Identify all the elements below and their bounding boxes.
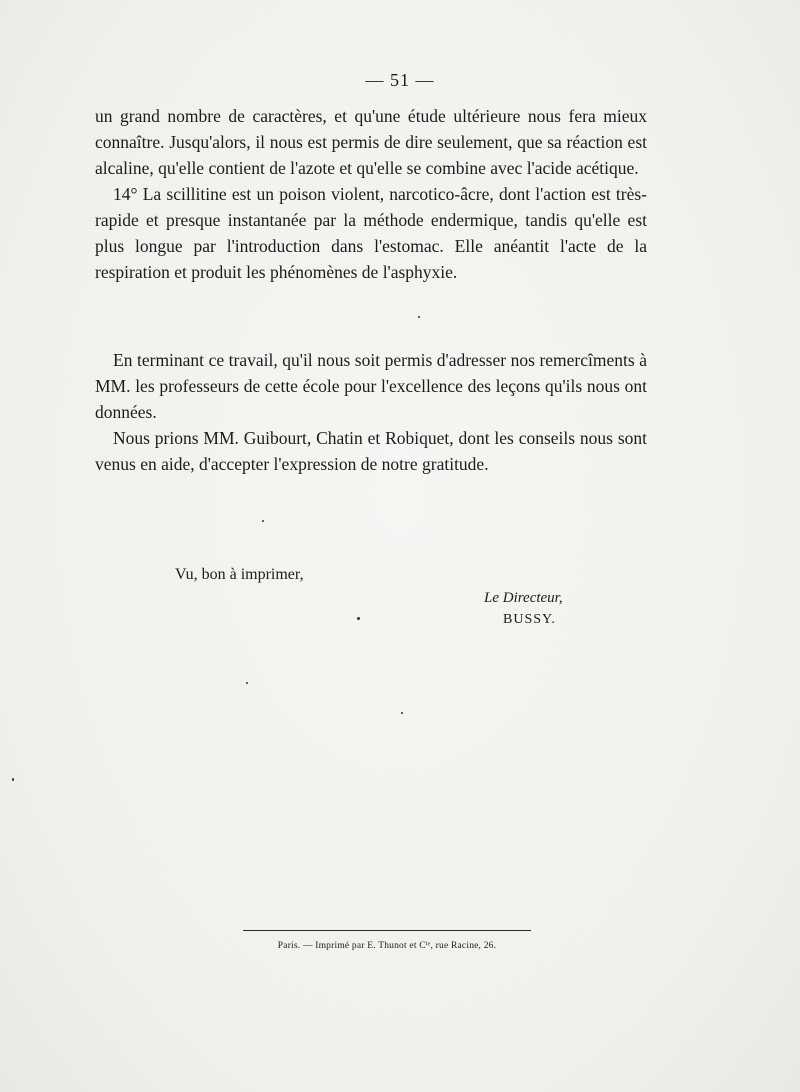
acknowledgements-section — [95, 347, 647, 477]
ink-speck — [401, 712, 403, 714]
ink-speck — [357, 617, 360, 620]
ink-speck — [12, 778, 14, 781]
director-name: BUSSY. — [503, 612, 556, 627]
imprint-divider — [243, 930, 531, 931]
approval-text: Vu, bon à imprimer, — [175, 566, 304, 583]
paragraph-conclusion-14: 14° La scillitine est un poison violent, narcotico-âcre, dont l'action est très-rapide et presque instantanée par la méthode endermique, tandis qu'elle est plus longue par l'introduction dans l'estomac. Elle anéantit l'acte de la respiration et produit les phénomènes de l'asphyxie. — [95, 184, 647, 282]
printer-imprint: Paris. — Imprimé par E. Thunot et Cⁱᵉ, rue Racine, 26. — [277, 941, 497, 951]
paragraph-continuation: un grand nombre de caractères, et qu'une étude ultérieure nous fera mieux connaître. Jusqu'alors, il nous est permis de dire seulement, que sa réaction est alcaline, qu'elle contient de l'azote et qu'elle se combine avec l'acide acétique. — [95, 106, 647, 178]
ink-speck — [246, 682, 248, 684]
paragraph-thanks-professors: En terminant ce travail, qu'il nous soit permis d'adresser nos remercîments à MM. les professeurs de cette école pour l'excellence des leçons qu'ils nous ont données. — [95, 350, 647, 422]
paragraph-thanks-advisors: Nous prions MM. Guibourt, Chatin et Robiquet, dont les conseils nous sont venus en aide, d'accepter l'expression de notre gratitude. — [95, 428, 647, 474]
ink-speck — [418, 316, 420, 318]
conclusions-section — [95, 103, 647, 285]
director-title: Le Directeur, — [484, 590, 563, 606]
ink-speck — [262, 520, 264, 522]
page-number: — 51 — — [365, 70, 435, 90]
